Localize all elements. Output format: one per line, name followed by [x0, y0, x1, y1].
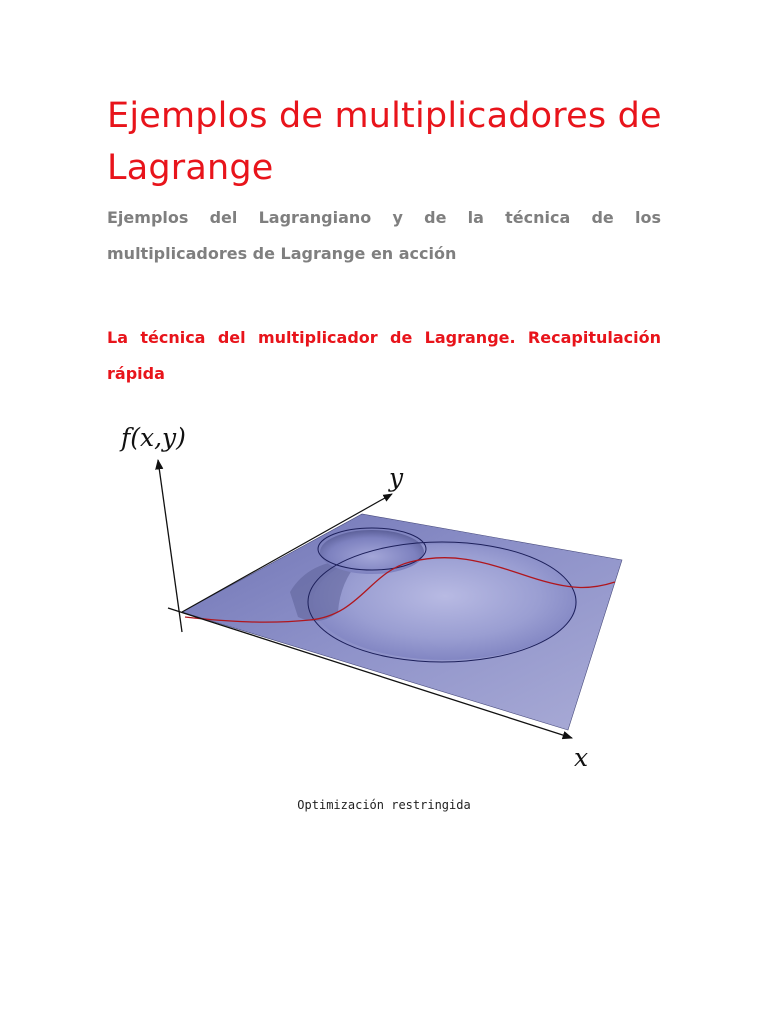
small-bump — [320, 530, 424, 574]
z-axis-label: f(x,y) — [121, 423, 186, 452]
y-axis-label: y — [389, 463, 404, 492]
x-axis-label: x — [574, 743, 589, 772]
z-axis — [158, 460, 182, 632]
figure-caption: Optimización restringida — [297, 798, 471, 812]
section-heading: La técnica del multiplicador de Lagrange. Recapitulación rápida — [107, 328, 661, 383]
surface-figure — [110, 412, 640, 782]
page-subtitle: Ejemplos del Lagrangiano y de la técnica de los multiplicadores de Lagrange en acción — [107, 208, 661, 263]
surface-plot — [110, 412, 640, 782]
page-title: Ejemplos de multiplicadores de Lagrange — [107, 96, 662, 188]
